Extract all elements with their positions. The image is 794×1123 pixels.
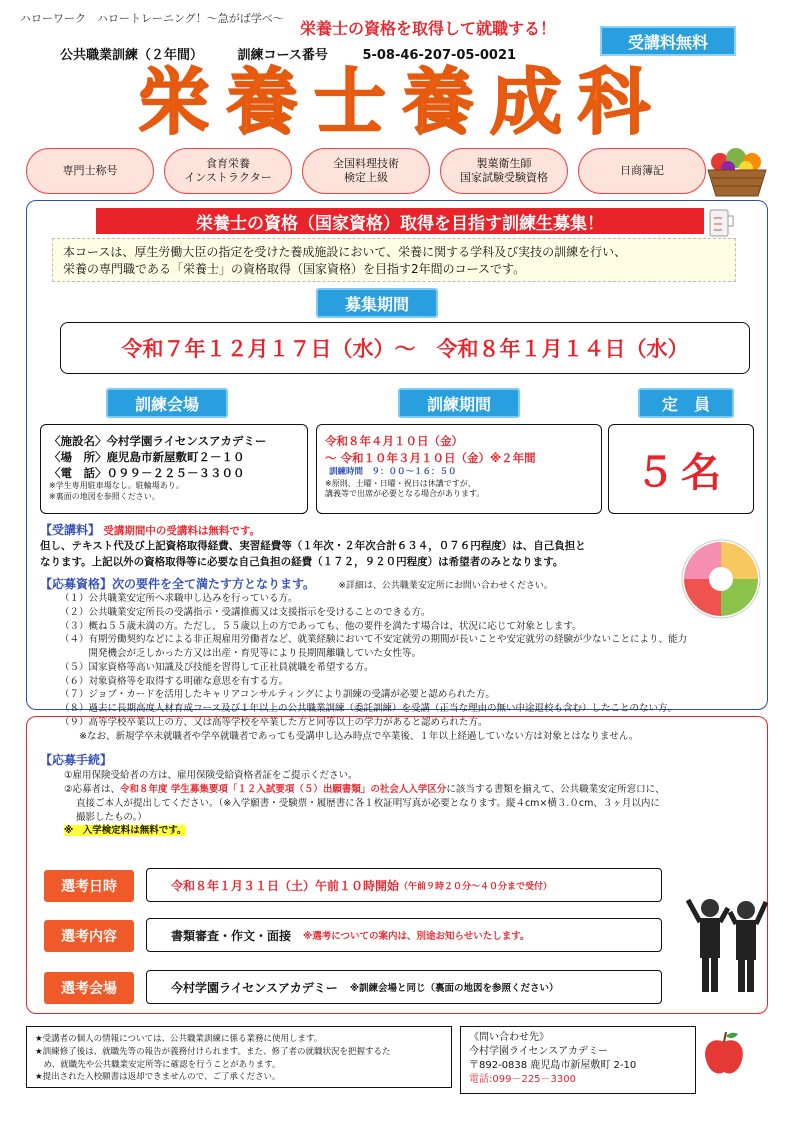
- procedure-line: 直接ご本人が提出してください。（※入学願書・受験票・履歴書に各１枚証明写真が必要となります。縦４cm×横３.０cm、３ヶ月以内に: [76, 797, 660, 809]
- procedure-label: 【応募手続】: [40, 753, 113, 767]
- requirement-item: （７）ジョブ・カードを活用したキャリアコンサルティングにより訓練の受講が必要と認められた方。: [60, 689, 495, 701]
- training-start: 令和８年４月１０日（金）: [325, 434, 463, 448]
- procedure-line: ①雇用保険受給者の方は、雇用保険受給資格者証をご提示ください。: [64, 770, 358, 782]
- exam-fee-note: ※ 入学検定料は無料です。: [64, 825, 187, 837]
- venue-address: 〈場 所〉鹿児島市新屋敷町２－１０: [49, 450, 245, 465]
- measuring-cup-icon: [706, 206, 736, 238]
- contact-box: [460, 1026, 696, 1094]
- requirements-note: ※詳細は、公共職業安定所にお問い合わせください。: [338, 581, 553, 591]
- intro-line: 栄養の専門職である「栄養士」の資格取得（国家資格）を目指す2年間のコースです。: [63, 262, 526, 277]
- hello-training-slogan: ハローワーク ハロートレーニング！～急がば学べ～: [20, 12, 284, 25]
- requirement-item: （６）対象資格等を取得する明確な意思を有する方。: [60, 675, 289, 687]
- course-code: 5-08-46-207-05-0021: [362, 48, 517, 63]
- qualification-item: 食育栄養 インストラクター: [164, 148, 292, 194]
- selection-main: 書類審査・作文・面接: [171, 928, 292, 943]
- footer-note: ★受講者の個人の情報については、公共職業訓練に係る業務に使用します。: [35, 1034, 323, 1044]
- training-note: 講義等で出席が必要となる場合があります。: [325, 489, 485, 499]
- selection-label: 選考日時: [44, 870, 134, 902]
- contact-phone: 電話:099－225－3300: [469, 1074, 576, 1085]
- selection-note: （午前９時２０分～４０分まで受付）: [399, 881, 553, 892]
- fee-line: 但し、テキスト代及び上記資格取得経費、実習経費等（１年次・２年次合計６３４，０７６円程度）は、自己負担と: [40, 540, 586, 553]
- requirement-item: （１）公共職業安定所へ求職申し込みを行っている方。: [60, 593, 298, 604]
- procedure-highlight: 令和８年度 学生募集要項「１２入試要項（５）出願書類」の社会人入学区分: [120, 784, 447, 796]
- venue-note: ※裏面の地図を参照ください。: [49, 491, 160, 501]
- training-period-box: [316, 424, 602, 514]
- vegetable-basket-icon: [704, 144, 770, 200]
- contact-name: 今村学園ライセンスアカデミー: [469, 1046, 608, 1057]
- recruit-period: 令和７年１２月１７日（水）～ 令和８年１月１４日（水）: [60, 322, 750, 374]
- recruitment-banner: 栄養士の資格（国家資格）取得を目指す訓練生募集！: [96, 208, 704, 234]
- catch-copy: 栄養士の資格を取得して就職する！: [300, 19, 557, 38]
- fee-label: 【受講料】: [40, 523, 101, 537]
- selection-value: [146, 868, 662, 902]
- requirement-item: （５）国家資格等高い知識及び技能を習得して正社員就職を希望する方。: [60, 661, 374, 673]
- fee-section: [40, 522, 680, 570]
- fee-line: なります。上記以外の資格取得等に必要な自己負担の経費（１７２，９２０円程度）は希望者のみとなります。: [40, 555, 564, 568]
- requirement-item: （２）公共職業安定所長の受講指示・受講推薦又は支援指示を受けることのできる方。: [60, 606, 431, 618]
- requirement-item: 開発機会が乏しかった方又は出産・育児等により長期間離職していた女性等。: [60, 648, 422, 660]
- selection-value: [146, 970, 662, 1004]
- venue-name: 〈施設名〉今村学園ライセンスアカデミー: [49, 434, 267, 448]
- footer-notes: [26, 1026, 452, 1088]
- requirement-item: （９）高等学校卒業以上の方、又は高等学校を卒業した方と同等以上の学力があると認められた方。: [60, 716, 488, 728]
- venue-box: [40, 424, 308, 514]
- venue-label: 訓練会場: [106, 388, 228, 418]
- procedure-line: 撮影したもの。）: [76, 811, 147, 823]
- capacity-value: ５名: [608, 424, 754, 514]
- qualification-item: 専門士称号: [26, 148, 154, 194]
- recruit-period-label: 募集期間: [316, 288, 438, 318]
- contact-label: 《問い合わせ先》: [469, 1032, 549, 1043]
- qualification-list: [26, 148, 706, 194]
- selection-label: 選考会場: [44, 972, 134, 1004]
- selection-note: ※選考についての案内は、別途お知らせいたします。: [303, 931, 530, 942]
- requirement-item: ※なお、新規学卒未就職者や学卒就職者であっても受講申し込み時点で卒業後、１年以上経過していない方は対象とはなりません。: [60, 730, 639, 742]
- selection-label: 選考内容: [44, 920, 134, 952]
- apple-icon: [700, 1030, 748, 1078]
- qualification-item: 日商簿記: [578, 148, 706, 194]
- free-tuition-badge: 受講料無料: [600, 26, 736, 56]
- requirements-header: [40, 576, 740, 593]
- venue-phone: 〈電 話〉０９９－２２５－３３００: [49, 466, 245, 481]
- procedure-line: ②応募者は、: [64, 784, 121, 796]
- footer-note: ★訓練修了後は、就職先等の報告が義務付けられます。また、修了者の就職状況を把握するた: [35, 1046, 391, 1057]
- fee-line: 受講期間中の受講料は無料です。: [103, 525, 261, 537]
- venue-note: ※学生専用駐車場なし。駐輪場あり。: [49, 481, 184, 491]
- requirement-item: （３）概ね５５歳未満の方。ただし、５５歳以上の方であっても、他の要件を満たす場合は、状況に応じて対象とします。: [60, 620, 582, 632]
- training-period-label: 訓練期間: [398, 388, 520, 418]
- selection-main: 今村学園ライセンスアカデミー: [171, 980, 338, 995]
- training-end: ～ 令和１０年３月１０日（金）※２年間: [325, 450, 536, 465]
- requirements-label: 【応募資格】次の要件を全て満たす方となります。: [40, 577, 316, 591]
- requirement-item: （８）過去に長期高度人材育成コース及び１年以上の公共職業訓練（委託訓練）を受講（正当な理由の無い中途退校も含む）したことのない方。: [60, 703, 678, 715]
- intro-line: 本コースは、厚生労働大臣の指定を受けた養成施設において、栄養に関する学科及び実技の訓練を行い、: [63, 245, 627, 259]
- footer-note: め、就職先や公共職業安定所等に確認を行うことがあります。: [35, 1059, 281, 1070]
- page-title: 栄養士養成科: [137, 60, 666, 144]
- qualification-item: 製菓衛生師 国家試験受験資格: [440, 148, 568, 194]
- procedure-line: に該当する書類を揃えて、公共職業安定所窓口に、: [446, 784, 665, 796]
- training-note: ※原則、土曜・日曜・祝日は休講ですが、: [325, 478, 476, 488]
- selection-value: [146, 918, 662, 952]
- selection-main: 令和８年１月３１日（土）午前１０時開始: [171, 878, 400, 893]
- requirement-item: （４）有期労働契約などによる非正規雇用労働者など、就業経験において不安定就労の期間が長いことや安定就労の経験が少ないことにより、能力: [60, 634, 688, 646]
- contact-address: 〒892-0838 鹿児島市新屋敷町 2-10: [469, 1060, 637, 1071]
- program-type: 公共職業訓練（２年間）: [60, 48, 204, 63]
- footer-note: ★提出された入校願書は返却できませんので、ご了承ください。: [35, 1072, 281, 1083]
- course-intro: [52, 238, 736, 282]
- qualification-item: 全国料理技術 検定上級: [302, 148, 430, 194]
- selection-note: ※訓練会場と同じ（裏面の地図を参照ください）: [349, 983, 559, 994]
- course-code-label: 訓練コース番号: [237, 48, 328, 63]
- training-hours: 訓練時間 ９：００～１６：５０: [329, 467, 457, 478]
- cheering-people-icon: [684, 888, 770, 996]
- capacity-label: 定 員: [638, 388, 734, 418]
